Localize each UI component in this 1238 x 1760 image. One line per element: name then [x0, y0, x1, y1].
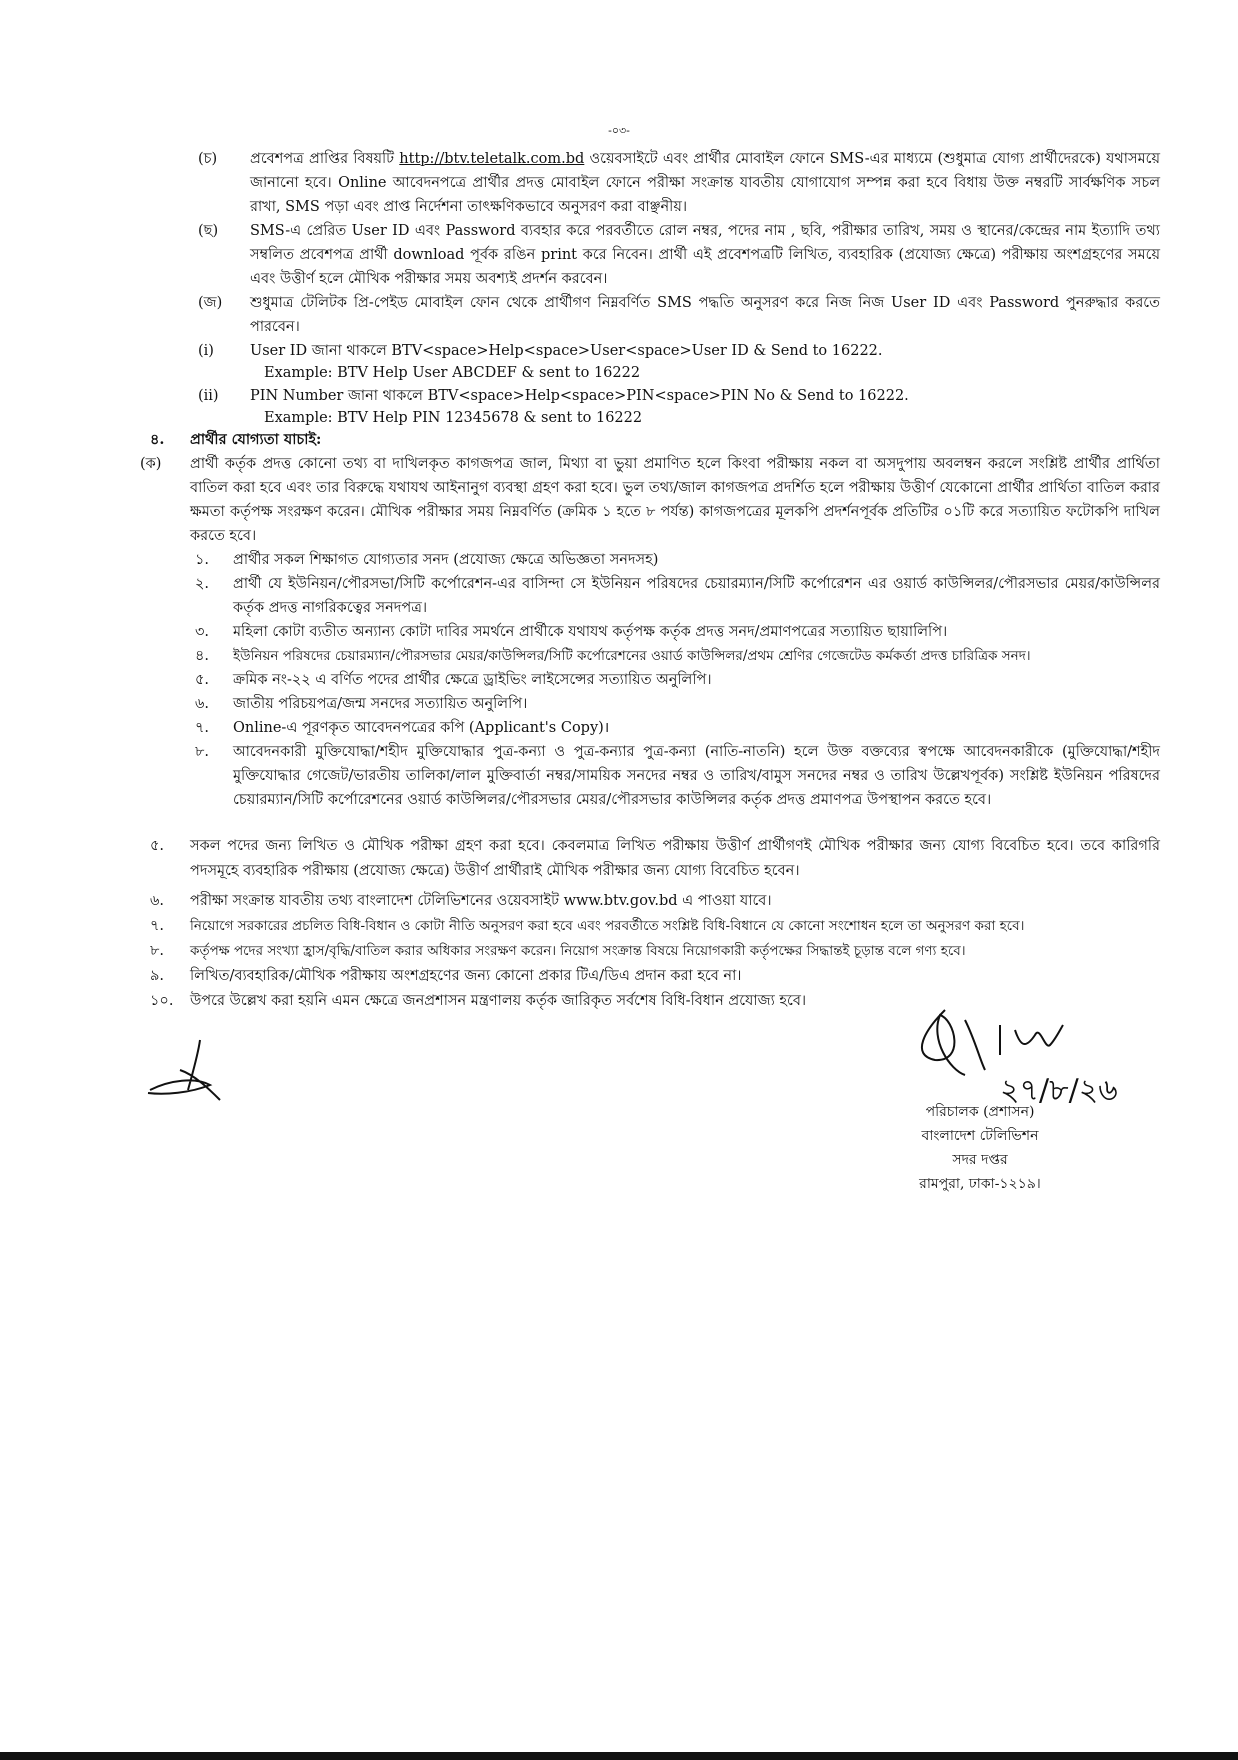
section-number: ৭.: [150, 918, 165, 934]
document-item: [195, 644, 1160, 668]
doc-text: Online-এ পূরণকৃত আবেদনপত্রের কপি (Applicant's Copy)।: [233, 720, 610, 736]
doc-number: ৬.: [195, 696, 210, 712]
section-6: [150, 889, 1160, 913]
section-4-heading: [150, 428, 1160, 452]
section-number: ৫.: [150, 838, 165, 854]
signatory-address: রামপুরা, ঢাকা-১২১৯।: [919, 1176, 1041, 1192]
sms-step-2: [198, 384, 1160, 430]
item-label: (ছ): [198, 223, 219, 239]
section-heading: প্রার্থীর যোগ্যতা যাচাই:: [190, 431, 322, 448]
document-item: [195, 668, 1160, 692]
section-9: [150, 964, 1160, 988]
section-text: নিয়োগে সরকারের প্রচলিত বিধি-বিধান ও কোটা নীতি অনুসরণ করা হবে এবং পরবর্তীতে সংশ্লিষ্ট বিধি-বিধানে যে কোনো সংশোধন হলে তা অনুসরণ করা হবে।: [190, 918, 1025, 934]
signatory-organization: বাংলাদেশ টেলিভিশন: [921, 1128, 1039, 1144]
page-number: -০৩-: [608, 124, 630, 137]
step-label: (ii): [198, 388, 219, 404]
section-number: ৪.: [150, 431, 165, 448]
doc-text: ইউনিয়ন পরিষদের চেয়ারম্যান/পৌরসভার মেয়র/কাউন্সিলর/সিটি কর্পোরেশনের ওয়ার্ড কাউন্সিলর/প্রথম শ্রেণির গেজেটেড কর্মকর্তা প্রদত্ত চারিত্রিক সনদ।: [233, 648, 1031, 664]
doc-number: ৪.: [195, 648, 210, 664]
signatory-office: সদর দপ্তর: [952, 1152, 1008, 1168]
section-text: উপরে উল্লেখ করা হয়নি এমন ক্ষেত্রে জনপ্রশাসন মন্ত্রণালয় কর্তৃক জারিকৃত সর্বশেষ বিধি-বিধান প্রযোজ্য হবে।: [190, 993, 807, 1009]
section-number: ৯.: [150, 968, 165, 984]
step-label: (i): [198, 343, 214, 359]
step-text: PIN Number জানা থাকলে BTV<space>Help<space>PIN<space>PIN No & Send to 16222.: [250, 388, 909, 404]
section-number: ৮.: [150, 943, 165, 959]
document-item: [195, 740, 1160, 812]
section-8: [150, 939, 1160, 963]
section-text: কর্তৃপক্ষ পদের সংখ্যা হ্রাস/বৃদ্ধি/বাতিল করার অধিকার সংরক্ষণ করেন। নিয়োগ সংক্রান্ত বিষয়ে নিয়োগকারী কর্তৃপক্ষের সিদ্ধান্তই চূড়ান্ত বলে গণ্য হবে।: [190, 943, 966, 959]
step-example: Example: BTV Help User ABCDEF & sent to 16222: [264, 365, 641, 381]
document-item: [195, 548, 1160, 572]
section-number: ১০.: [150, 993, 174, 1009]
section-4-ka: [140, 452, 1160, 548]
item-text: প্রবেশপত্র প্রাপ্তির বিষয়টি: [250, 151, 400, 167]
section-text: লিখিত/ব্যবহারিক/মৌখিক পরীক্ষায় অংশগ্রহণের জন্য কোনো প্রকার টিএ/ডিএ প্রদান করা হবে না।: [190, 968, 742, 984]
section-text: পরীক্ষা সংক্রান্ত যাবতীয় তথ্য বাংলাদেশ টেলিভিশনের ওয়েবসাইট www.btv.gov.bd এ পাওয়া যাবে।: [190, 893, 772, 909]
item-text: শুধুমাত্র টেলিটক প্রি-পেইড মোবাইল ফোন থেকে প্রার্থীগণ নিম্নবর্ণিত SMS পদ্ধতি অনুসরণ করে নিজ নিজ User ID এবং Password পুনরুদ্ধার করতে পারবেন।: [250, 295, 1160, 335]
step-example: Example: BTV Help PIN 12345678 & sent to 16222: [264, 410, 643, 426]
document-item: [195, 692, 1160, 716]
doc-text: ক্রমিক নং-২২ এ বর্ণিত পদের প্রার্থীর ক্ষেত্রে ড্রাইভিং লাইসেন্সের সত্যায়িত অনুলিপি।: [233, 672, 712, 688]
item-ja: [198, 291, 1160, 339]
section-text: সকল পদের জন্য লিখিত ও মৌখিক পরীক্ষা গ্রহণ করা হবে। কেবলমাত্র লিখিত পরীক্ষায় উত্তীর্ণ প্রার্থীগণই মৌখিক পরীক্ষার জন্য যোগ্য বিবেচিত হবে। তবে কারিগরি পদসমূহে ব্যবহারিক পরীক্ষায় (প্রযোজ্য ক্ষেত্রে) উত্তীর্ণ প্রার্থীরাই মৌখিক পরীক্ষার জন্য যোগ্য বিবেচিত হবেন।: [190, 838, 1160, 879]
doc-text: মহিলা কোটা ব্যতীত অন্যান্য কোটা দাবির সমর্থনে প্রার্থীকে যথাযথ কর্তৃপক্ষ কর্তৃক প্রদত্ত সনদ/প্রমাণপত্রের সত্যায়িত ছায়ালিপি।: [233, 624, 948, 640]
initials-signature: [140, 1035, 250, 1105]
section-5: [150, 834, 1160, 884]
sub-label: (ক): [140, 456, 162, 472]
doc-number: ৭.: [195, 720, 210, 736]
doc-number: ৫.: [195, 672, 210, 688]
document-item: [195, 716, 1160, 740]
section-7: [150, 914, 1160, 938]
step-text: User ID জানা থাকলে BTV<space>Help<space>User<space>User ID & Send to 16222.: [250, 343, 883, 359]
section-number: ৬.: [150, 893, 165, 909]
doc-number: ২.: [195, 576, 210, 592]
item-label: (চ): [198, 151, 218, 167]
teletalk-link[interactable]: http://btv.teletalk.com.bd: [399, 151, 585, 167]
sms-step-1: [198, 339, 1160, 385]
director-signature: [905, 1000, 1118, 1115]
document-item: [195, 620, 1160, 644]
signatory-designation: পরিচালক (প্রশাসন): [925, 1104, 1035, 1120]
doc-text: প্রার্থীর সকল শিক্ষাগত যোগ্যতার সনদ (প্রযোজ্য ক্ষেত্রে অভিজ্ঞতা সনদসহ): [233, 552, 659, 568]
signature-date: ২৭/৮/২৬: [1000, 1073, 1118, 1108]
document-item: [195, 572, 1160, 620]
doc-text: প্রার্থী যে ইউনিয়ন/পৌরসভা/সিটি কর্পোরেশন-এর বাসিন্দা সে ইউনিয়ন পরিষদের চেয়ারম্যান/সিটি কর্পোরেশন এর ওয়ার্ড কাউন্সিলর/পৌরসভার মেয়র/কাউন্সিলর কর্তৃক প্রদত্ত নাগরিকত্বের সনদপত্র।: [233, 576, 1160, 616]
signature-block: [905, 1100, 1055, 1196]
documents-list: [195, 548, 1160, 812]
item-chha: [198, 219, 1160, 291]
item-cha: [198, 147, 1160, 219]
doc-number: ৮.: [195, 744, 210, 760]
item-text: SMS-এ প্রেরিত User ID এবং Password ব্যবহার করে পরবর্তীতে রোল নম্বর, পদের নাম , ছবি, পরীক্ষার তারিখ, সময় ও স্থানের/কেন্দ্রের নাম ইত্যাদি তথ্য সম্বলিত প্রবেশপত্র প্রার্থী download পূর্বক রঙিন print করে নিবেন। প্রার্থী এই প্রবেশপত্রটি লিখিত, ব্যবহারিক (প্রযোজ্য ক্ষেত্রে) পরীক্ষায় অংশগ্রহণের সময়ে এবং উত্তীর্ণ হলে মৌখিক পরীক্ষার সময় অবশ্যই প্রদর্শন করবেন।: [250, 223, 1160, 287]
doc-number: ১.: [195, 552, 210, 568]
doc-text: জাতীয় পরিচয়পত্র/জন্ম সনদের সত্যায়িত অনুলিপি।: [233, 696, 528, 712]
doc-number: ৩.: [195, 624, 210, 640]
item-label: (জ): [198, 295, 223, 311]
sub-text: প্রার্থী কর্তৃক প্রদত্ত কোনো তথ্য বা দাখিলকৃত কাগজপত্র জাল, মিথ্যা বা ভুয়া প্রমাণিত হলে কিংবা পরীক্ষায় নকল বা অসদুপায় অবলম্বন করলে সংশ্লিষ্ট প্রার্থীর প্রার্থিতা বাতিল করা হবে এবং তার বিরুদ্ধে যথাযথ আইনানুগ ব্যবস্থা গ্রহণ করা হবে। ভুল তথ্য/জাল কাগজপত্র প্রদর্শিত হলে পরীক্ষায় উত্তীর্ণ যেকোনো প্রার্থীর প্রার্থিতা বাতিল করার ক্ষমতা কর্তৃপক্ষ সংরক্ষণ করেন। মৌখিক পরীক্ষার সময় নিম্নবর্ণিত (ক্রমিক ১ হতে ৮ পর্যন্ত) কাগজপত্রের মূলকপি প্রদর্শনপূর্বক প্রতিটির ০১টি করে সত্যায়িত ফটোকপি দাখিল করতে হবে।: [190, 456, 1160, 544]
scan-edge-bar: [0, 1752, 1238, 1760]
item-text: ওয়েবসাইটে এবং প্রার্থীর মোবাইল ফোনে SMS-এর মাধ্যমে (শুধুমাত্র যোগ্য প্রার্থীদেরকে) যথাসময়ে জানানো হবে। Online আবেদনপত্রে প্রার্থীর প্রদত্ত মোবাইল ফোনে পরীক্ষা সংক্রান্ত যাবতীয় যোগাযোগ সম্পন্ন করা হবে বিধায় উক্ত নম্বরটি সার্বক্ষণিক সচল রাখা, SMS পড়া এবং প্রাপ্ত নির্দেশনা তাৎক্ষণিকভাবে অনুসরণ করা বাঞ্ছনীয়।: [250, 151, 1160, 215]
doc-text: আবেদনকারী মুক্তিযোদ্ধা/শহীদ মুক্তিযোদ্ধার পুত্র-কন্যা ও পুত্র-কন্যার পুত্র-কন্যা (নাতি-নাতনি) হলে উক্ত বক্তব্যের স্বপক্ষে আবেদনকারীকে (মুক্তিযোদ্ধা/শহীদ মুক্তিযোদ্ধার গেজেট/ভারতীয় তালিকা/লাল মুক্তিবার্তা নম্বর/সাময়িক সনদের নম্বর ও তারিখ/বামুস সনদের নম্বর ও তারিখ উল্লেখপূর্বক) সংশ্লিষ্ট ইউনিয়ন পরিষদের চেয়ারম্যান/সিটি কর্পোরেশনের ওয়ার্ড কাউন্সিলর/পৌরসভার মেয়র/পৌরসভার কাউন্সিলর কর্তৃক প্রদত্ত প্রমাণপত্র উপস্থাপন করতে হবে।: [233, 744, 1160, 808]
